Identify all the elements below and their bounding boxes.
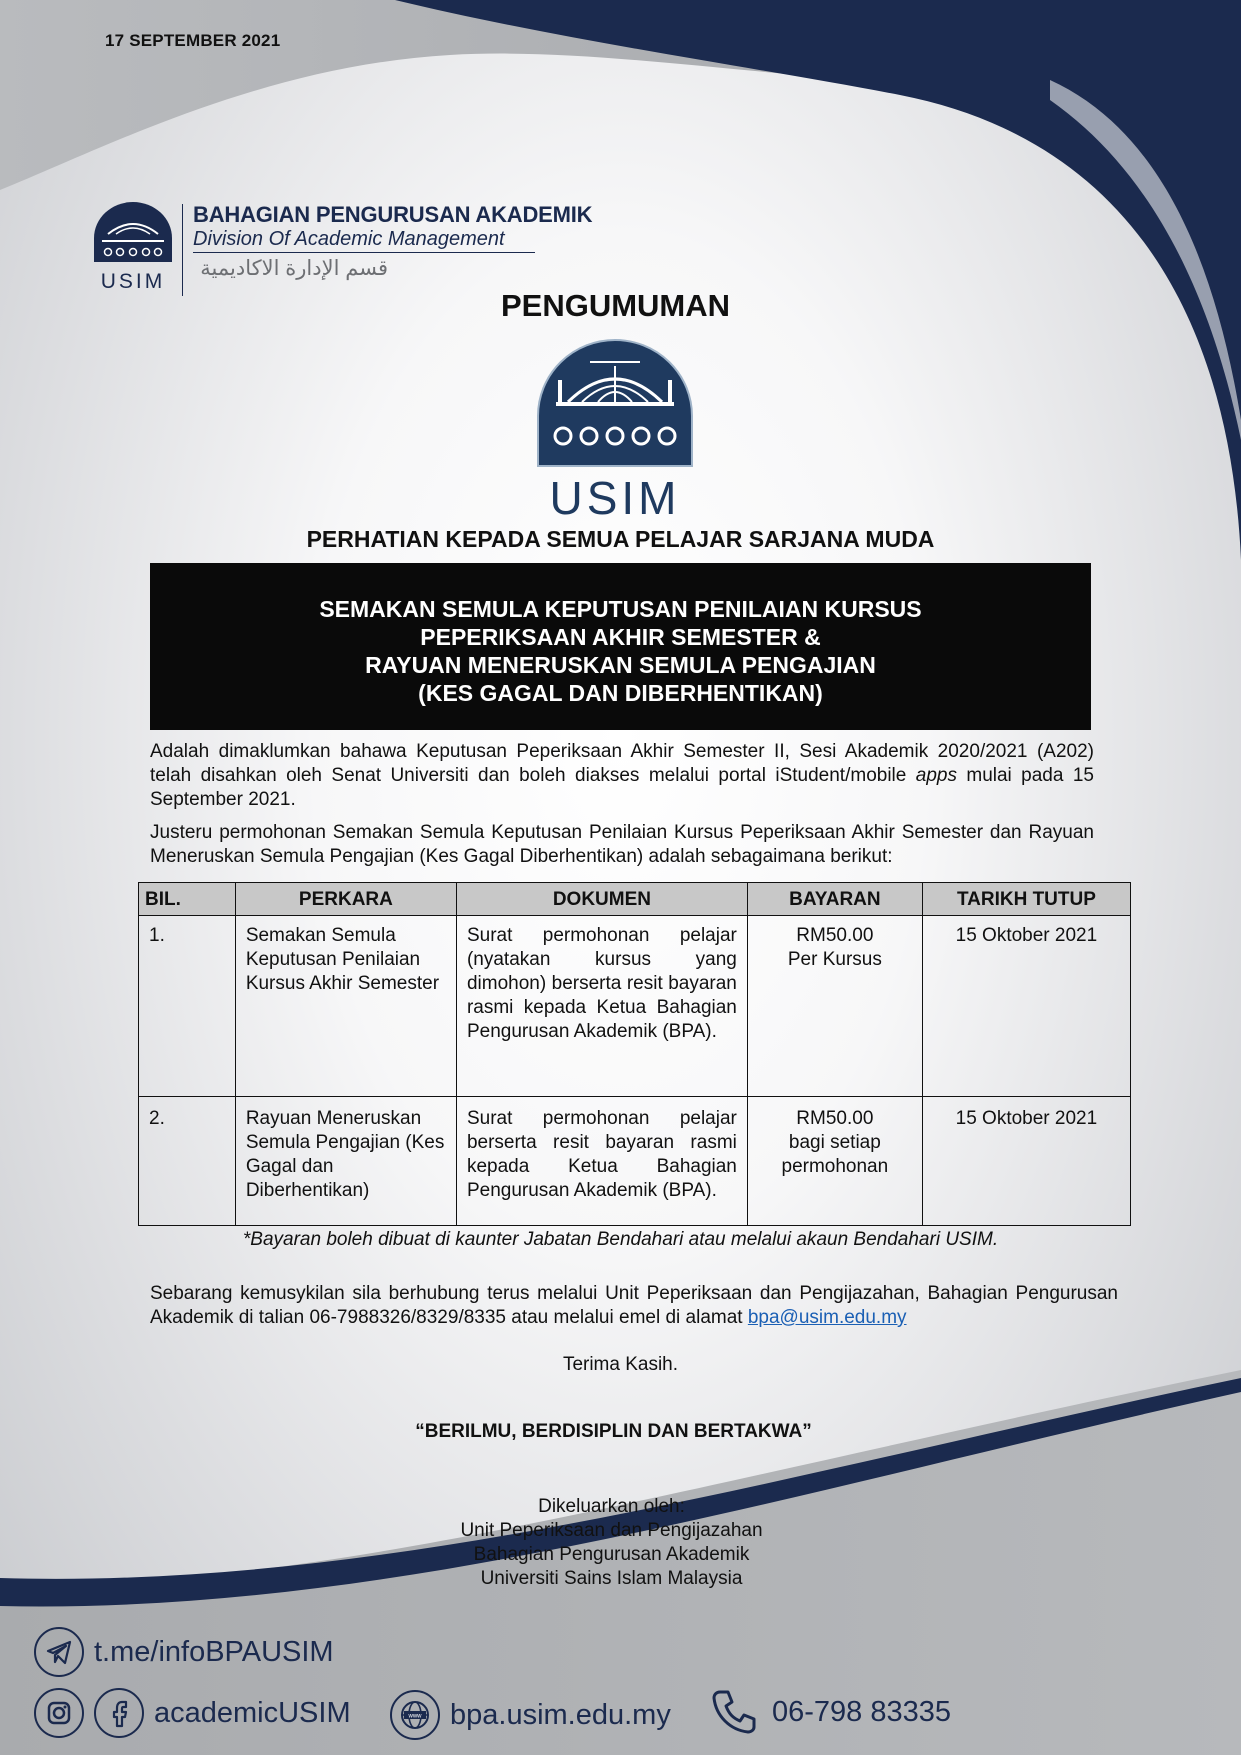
audience-heading: PERHATIAN KEPADA SEMUA PELAJAR SARJANA MUDA — [306, 526, 935, 552]
header-logo-text: USIM — [100, 270, 166, 292]
bayaran-unit: Per Kursus — [787, 949, 882, 970]
usim-header-logo — [90, 200, 176, 292]
motto-text: “BERILMU, BERDISIPLIN DAN BERTAKWA” — [415, 1421, 812, 1442]
cell-bil: 2. — [139, 1097, 236, 1226]
table-header-row — [139, 883, 1131, 916]
issued-line: Bahagian Pengurusan Akademik — [473, 1544, 750, 1565]
header-perkara: PERKARA — [235, 883, 456, 916]
cell-dokumen: Surat permohonan pelajar (nyatakan kursus yang dimohon) berserta resit bayaran rasmi kepada Ketua Bahagian Pengurusan Akademik (BPA). — [456, 916, 747, 1097]
cell-perkara: Semakan Semula Keputusan Penilaian Kursus Akhir Semester — [235, 916, 456, 1097]
intro-text-end: mulai pada 15 September 2021. — [150, 765, 1094, 810]
contact-text: Sebarang kemusykilan sila berhubung terus melalui Unit Peperiksaan dan Pengijazahan, Bahagian Pengurusan Akademik di talian 06-7988326/8329/8335 atau melalui emel di alamat — [150, 1283, 1118, 1328]
thanks-text: Terima Kasih. — [562, 1354, 679, 1375]
bayaran-unit: bagi setiap — [788, 1132, 881, 1153]
footer-telegram[interactable] — [34, 1627, 334, 1677]
cell-tarikh: 15 Oktober 2021 — [922, 916, 1130, 1097]
main-logo-text: USIM — [549, 472, 681, 520]
application-table — [138, 882, 1131, 1226]
dept-name-english: Division Of Academic Management — [193, 228, 505, 250]
title-line: SEMAKAN SEMULA KEPUTUSAN PENILAIAN KURSUS — [319, 596, 922, 622]
issued-by — [0, 1495, 1223, 1591]
header-tarikh-tutup: TARIKH TUTUP — [922, 883, 1130, 916]
title-line: RAYUAN MENERUSKAN SEMULA PENGAJIAN — [365, 652, 876, 678]
website-text: bpa.usim.edu.my — [450, 1698, 671, 1731]
intro-paragraph — [150, 740, 1094, 812]
procedure-paragraph: Justeru permohonan Semakan Semula Keputusan Penilaian Kursus Peperiksaan Akhir Semester dan Rayuan Meneruskan Semula Pengajian (Kes Gagal Diberhentikan) adalah sebagaimana berikut: — [150, 822, 1094, 867]
svg-text:www: www — [408, 1713, 422, 1720]
dept-name-arabic: قسم الإدارة الاكاديمية — [200, 257, 388, 280]
globe-icon — [390, 1690, 440, 1740]
usim-main-logo — [530, 336, 700, 520]
phone-number-text: 06-798 83335 — [772, 1695, 951, 1728]
telegram-link-text: t.me/infoBPAUSIM — [94, 1635, 334, 1668]
dept-name-malay: BAHAGIAN PENGURUSAN AKADEMIK — [193, 202, 593, 227]
issued-line: Dikeluarkan oleh: — [538, 1496, 685, 1517]
title-box — [150, 563, 1091, 730]
intro-text: Adalah dimaklumkan bahawa Keputusan Peperiksaan Akhir Semester II, Sesi Akademik 2020/2021 (A202) telah disahkan oleh Senat Universiti dan boleh diakses melalui portal iStudent/mobile — [150, 741, 1094, 786]
cell-perkara: Rayuan Meneruskan Semula Pengajian (Kes Gagal dan Diberhentikan) — [235, 1097, 456, 1226]
bayaran-amount: RM50.00 — [796, 1108, 874, 1129]
email-link[interactable]: bpa@usim.edu.my — [747, 1307, 907, 1328]
social-handle-text: academicUSIM — [154, 1696, 351, 1729]
table-row — [139, 1097, 1131, 1226]
dept-rule — [193, 252, 535, 253]
cell-tarikh: 15 Oktober 2021 — [922, 1097, 1130, 1226]
cell-bayaran — [747, 916, 922, 1097]
announcement-date: 17 SEPTEMBER 2021 — [105, 31, 281, 50]
facebook-icon — [94, 1688, 144, 1738]
title-line: PEPERIKSAAN AKHIR SEMESTER & — [420, 624, 821, 650]
header-divider — [182, 204, 183, 296]
intro-text-italic: apps — [915, 765, 957, 786]
issued-line: Unit Peperiksaan dan Pengijazahan — [460, 1520, 763, 1541]
cell-bil: 1. — [139, 916, 236, 1097]
table-row — [139, 916, 1131, 1097]
cell-bayaran — [747, 1097, 922, 1226]
header-dokumen: DOKUMEN — [456, 883, 747, 916]
issued-line: Universiti Sains Islam Malaysia — [480, 1568, 743, 1589]
footer-phone[interactable] — [710, 1688, 951, 1736]
contact-paragraph — [150, 1282, 1118, 1330]
announcement-heading: PENGUMUMAN — [500, 288, 731, 323]
bayaran-unit: permohonan — [781, 1156, 889, 1177]
instagram-icon — [34, 1688, 84, 1738]
footer-social[interactable] — [34, 1688, 351, 1738]
phone-icon — [710, 1688, 758, 1736]
bayaran-amount: RM50.00 — [796, 925, 874, 946]
footer-website[interactable] — [390, 1690, 671, 1740]
header-bayaran: BAYARAN — [747, 883, 922, 916]
header-bil: BIL. — [139, 883, 236, 916]
payment-note: *Bayaran boleh dibuat di kaunter Jabatan Bendahari atau melalui akaun Bendahari USIM. — [242, 1229, 999, 1250]
cell-dokumen: Surat permohonan pelajar berserta resit bayaran rasmi kepada Ketua Bahagian Pengurusan Akademik (BPA). — [456, 1097, 747, 1226]
telegram-icon — [34, 1627, 84, 1677]
title-line: (KES GAGAL DAN DIBERHENTIKAN) — [418, 680, 823, 706]
